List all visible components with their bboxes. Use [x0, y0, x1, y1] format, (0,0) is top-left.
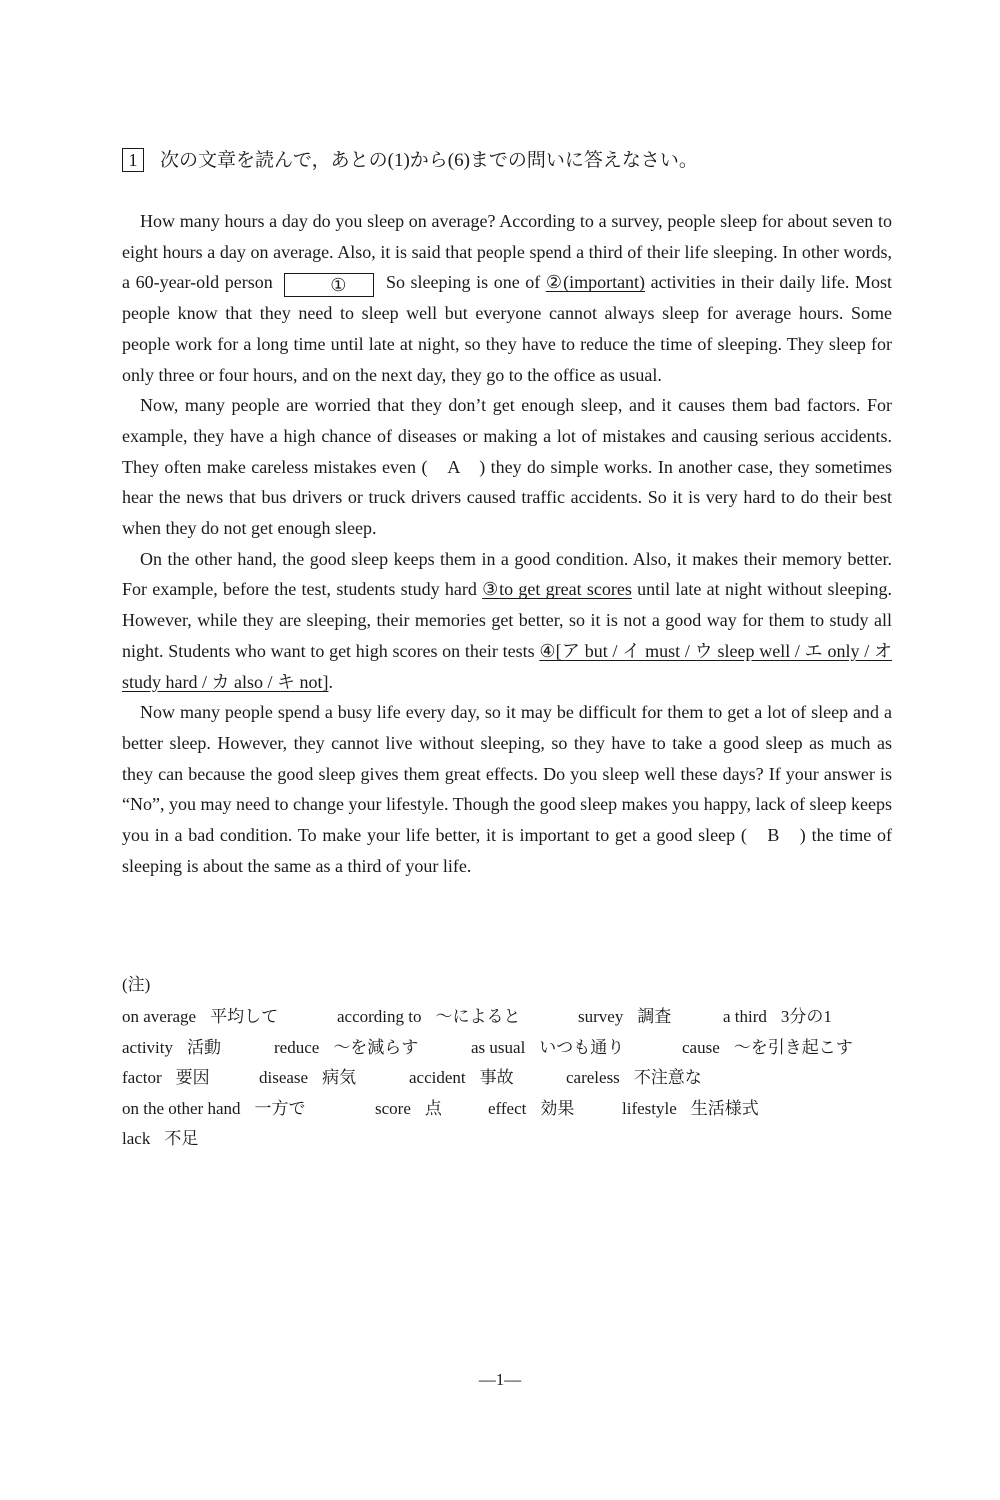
- paragraph-4-text-b: the time of sleeping is about the same as a third of your life.: [122, 825, 893, 876]
- underlined-2-important: ②(important): [545, 272, 646, 293]
- paragraph-4: [122, 697, 892, 881]
- note-item: reduce 〜を減らす: [274, 1037, 419, 1057]
- note-item: disease 病気: [259, 1068, 357, 1088]
- reading-passage: [122, 206, 892, 881]
- note-item: as usual いつも通り: [471, 1037, 625, 1057]
- note-item: accident 事故: [409, 1068, 514, 1088]
- paragraph-3: [122, 544, 892, 698]
- paragraph-3-text-b: until late at night without sleeping. However, while they are sleeping, their memories get better, so it is not a good way for them to study all night. Students who want to get high scores on their tests: [122, 579, 892, 661]
- note-item: a third 3分の1: [723, 1007, 832, 1026]
- paragraph-3-text-a: On the other hand, the good sleep keeps them in a good condition. Also, it makes their memory better. For example, before the test, students study hard: [122, 548, 892, 600]
- paragraph-2: [122, 390, 892, 544]
- underlined-3-phrase: ③to get great scores: [482, 579, 632, 600]
- note-item: lack 不足: [122, 1129, 199, 1149]
- paragraph-1-text-b: So sleeping is one of: [385, 272, 541, 293]
- note-item: careless 不注意な: [566, 1068, 702, 1088]
- underlined-4-word-order: ④[ア but / イ must / ウ sleep well / エ only / オ study hard / カ also / キ not]: [122, 640, 892, 692]
- blank-b: ( B ): [740, 825, 806, 846]
- note-item: score 点: [375, 1098, 442, 1118]
- blank-a: ( A ): [421, 456, 486, 477]
- question-instruction: 次の文章を読んで，あとの(1)から(6)までの問いに答えなさい。: [160, 150, 698, 171]
- question-heading: [122, 148, 698, 174]
- paragraph-1: [122, 206, 892, 390]
- paragraph-2-text-b: they do simple works. In another case, they sometimes hear the news that bus drivers or truck drivers caused traffic accidents. So it is very hard to do their best when they do not get enough sleep.: [122, 456, 892, 539]
- notes-label: (注): [122, 975, 151, 994]
- note-item: activity 活動: [122, 1037, 221, 1057]
- blank-1-box: ①: [284, 273, 374, 297]
- note-item: on average 平均して: [122, 1007, 279, 1026]
- page-number: —1—: [478, 1370, 522, 1389]
- paragraph-1-text-a: How many hours a day do you sleep on average? According to a survey, people sleep for about seven to eight hours a day on average. Also, it is said that people spend a third of their life sleeping. In other words, a 60-year-old person: [122, 211, 892, 293]
- note-item: survey 調査: [578, 1007, 672, 1026]
- paragraph-3-text-c: .: [328, 671, 333, 692]
- note-item: effect 効果: [488, 1098, 575, 1118]
- paragraph-4-text-a: Now many people spend a busy life every day, so it may be difficult for them to get a lot of sleep and a better sleep. However, they cannot live without sleeping, so they have to take a good sleep as much as they can because the good sleep gives them great effects. Do you sleep well these days? If your answer is “No”, you may need to change your lifestyle. Though the good sleep makes you happy, lack of sleep keeps you in a bad condition. To make your life better, it is important to get a good sleep: [122, 702, 892, 846]
- note-item: according to 〜によると: [337, 1007, 521, 1026]
- note-item: lifestyle 生活様式: [622, 1098, 759, 1118]
- paragraph-1-text-c: activities in their daily life. Most people know that they need to sleep well but everyone cannot always sleep for average hours. Some people work for a long time until late at night, so they have to reduce the time of sleeping. They sleep for only three or four hours, and on the next day, they go to the office as usual.: [122, 272, 893, 385]
- question-number-box: 1: [122, 148, 144, 172]
- note-item: factor 要因: [122, 1068, 210, 1088]
- note-item: cause 〜を引き起こす: [682, 1037, 853, 1057]
- note-item: on the other hand 一方で: [122, 1098, 306, 1118]
- paragraph-2-text-a: Now, many people are worried that they don’t get enough sleep, and it causes them bad factors. For example, they have a high chance of diseases or making a lot of mistakes and causing serious accidents. They often make careless mistakes even: [122, 395, 892, 477]
